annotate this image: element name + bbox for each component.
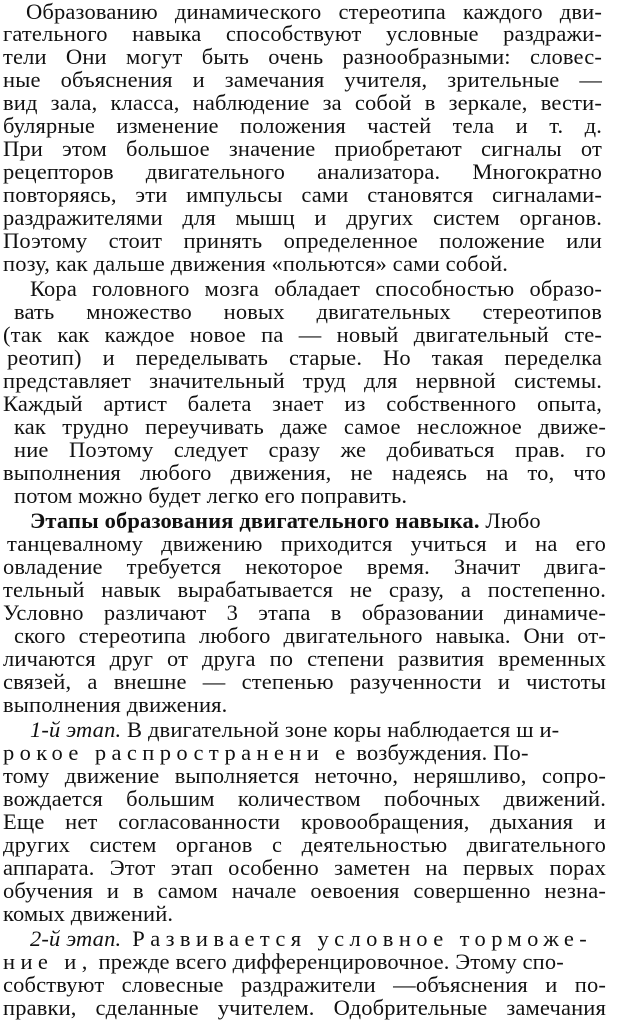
text-line: вождается большим количеством побочных движений. [3,786,606,811]
text-line: собствуют словесные раздражители —объяснения и по- [3,972,606,997]
text-line [3,950,564,974]
text-line: личаются друг от друга по степени развития временных [3,646,606,671]
text-line: правки, сделанные учителем. Одобрительные замечания [3,995,606,1020]
text-line: Поэтому стоит принять определенное положение или [3,228,602,253]
text-line: других систем органов с деятельностью двигательного [3,832,606,857]
text-line: как трудно переучивать даже самое несложное движе- [14,414,606,439]
text-line: При этом большое значение приобретают сигналы от [3,136,602,161]
spaced-emphasis-text: ние и, [3,949,93,974]
stage-label: 2-й этап. [30,926,122,951]
text-line: обучения и в самом начале оевоения совершенно незна- [3,878,606,903]
text-line: Кора головного мозга обладает способностью образо- [30,276,602,301]
text-line: Условно различают 3 этапа в образовании динамиче- [3,600,606,625]
text-line: раздражителями для мышц и других систем органов. [3,205,602,230]
text-line: тели Они могут быть очень разнообразными: словес- [3,44,602,69]
stage-line [30,718,559,742]
text-line: ского стереотипа любого двигательного навыка. Они от- [14,623,606,648]
text-tail: прежде всего дифференцировочное. Этому спо- [92,949,564,974]
stage-line [30,927,592,951]
text-line: представляет значительный труд для нервной системы. [3,368,602,393]
section-heading: Этапы образования двигательного навыка. [30,508,480,533]
spaced-emphasis-text: рокое распространени е [3,740,351,765]
text-line: выполнения любого движения, не надеясь на то, что [3,460,606,485]
text-line: танцевалному движению приходится учиться и на его [7,531,606,556]
text-line: ные объяснения и замечания учителя, зрительные — [3,67,602,92]
text-line: аппарата. Этот этап особенно заметен на первых порах [3,855,606,880]
text-line: тельный навык вырабатывается не сразу, а постепенно. [3,577,606,602]
text-line: вид зала, класса, наблюдение за собой в зеркале, вести- [3,90,602,115]
text-line: ние Поэтому следует сразу же добиваться прав. го [14,437,606,462]
text-line: Еще нет согласованности кровообращения, дыхания и [3,809,606,834]
text-line: овладение требуется некоторое время. Значит двига- [3,554,606,579]
text-line: гательного навыка способствуют условные раздражи- [3,21,602,46]
text-line: вать множество новых двигательных стереотипов [14,299,602,324]
text-line: выполнения движения. [3,692,228,717]
text-tail: возбуждения. По- [350,740,529,765]
text-line: связей, а внешне — степенью разученности и чистоты [3,669,606,694]
spaced-emphasis-text: Развивается условное торможе- [121,926,593,951]
text-line: Каждый артист балета знает из собственного опыта, [3,391,602,416]
text-line [3,741,529,765]
text-line: булярные изменение положения частей тела и т. д. [3,113,602,138]
stage-label: 1-й этап. [30,717,122,742]
text-line: тому движение выполняется неточно, неряшливо, сопро- [3,763,606,788]
text-line: (так как каждое новое па — новый двигательный сте- [3,322,602,347]
stage-text: В двигательной зоне коры наблюдается ш и- [121,717,560,742]
text-line: повторяясь, эти импульсы сами становятся сигналами- [3,182,602,207]
text-line: Образованию динамического стереотипа каждого дви- [26,0,602,24]
text-line: позу, как дальше движения «польются» сами собой. [3,251,509,276]
section-heading-line [30,509,541,533]
heading-tail-text: Любо [479,508,541,533]
text-line: реотип) и переделывать старые. Но такая переделка [7,345,602,370]
text-line: потом можно будет легко его поправить. [14,483,408,508]
text-line: комых движений. [3,901,174,926]
text-line: рецепторов двигательного анализатора. Многократно [3,159,602,184]
